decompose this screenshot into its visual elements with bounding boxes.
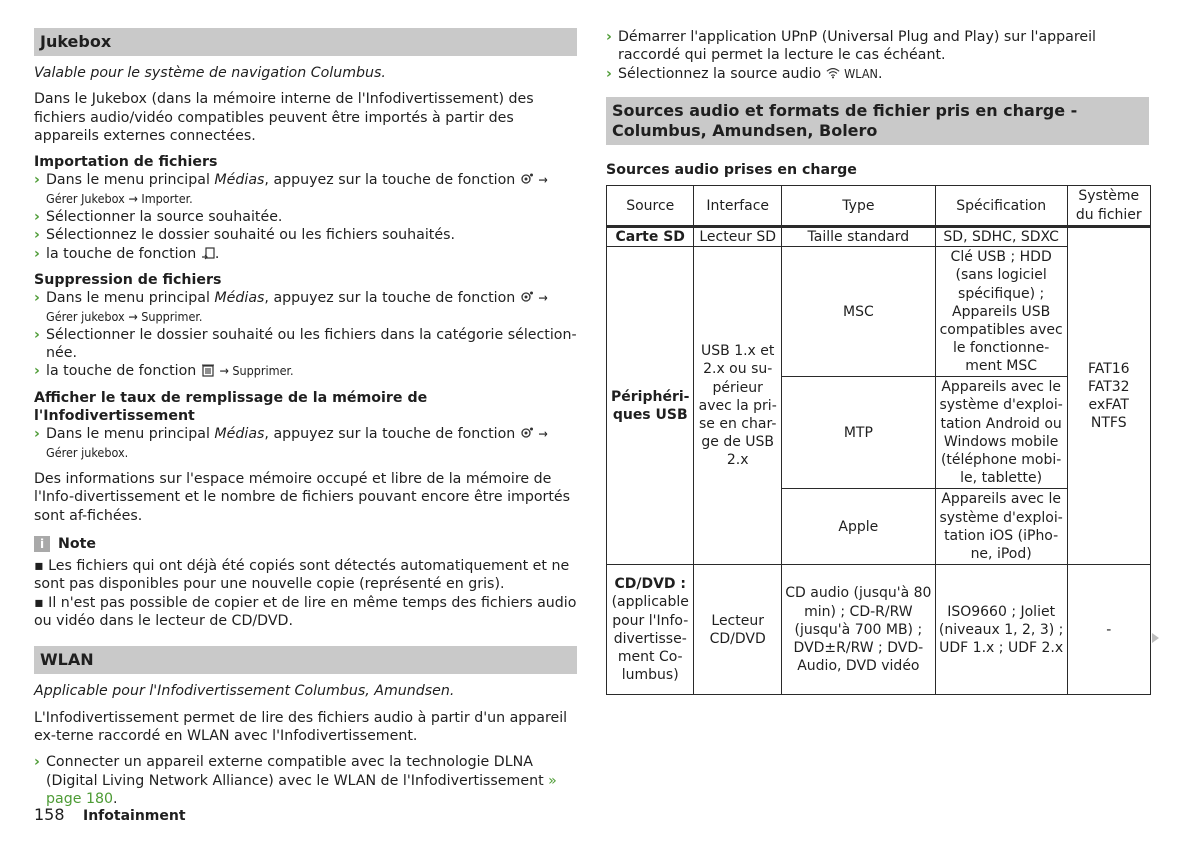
step-arrow-icon: › [606,65,612,82]
delete-step-3: › la touche de fonction → Supprimer. [34,363,294,380]
table-header-row [607,186,1151,227]
delete-step-2: › Sélectionner le dossier souhaité ou les fichiers dans la catégorie sélection-née. [34,326,577,362]
import-step-1: › Dans le menu principal Médias, appuyez sur la touche de fonction → Gérer Jukebox → Importer. [34,172,548,206]
table-row-cddvd [607,565,1151,695]
import-step-3: › Sélectionnez le dossier souhaité ou les fichiers souhaités. [34,227,455,244]
fill-title: Afficher le taux de remplissage de la mémoire de l'Infodivertissement [34,389,428,425]
jukebox-intro: Dans le Jukebox (dans la mémoire interne de l'Infodivertissement) des fichiers audio/vidéo compatibles peuvent être importés à partir des appareils externes connectées. [34,91,534,144]
step-arrow-icon: › [606,29,612,45]
settings-icon [520,290,534,304]
cell-spec: SD, SDHC, SDXC [935,227,1067,247]
step-arrow-icon: › [34,426,40,443]
cell-source: Carte SD [607,227,694,247]
cell-fs-cddvd: - [1067,565,1151,695]
table-row-sd [607,227,1151,247]
section-title-jukebox: Jukebox [34,28,577,56]
header-fs: Système du fichier [1067,186,1151,227]
cell-type-mtp: MTP [781,377,935,489]
cell-spec-apple: Appareils avec le système d'exploi-tation iOS (iPho-ne, iPod) [935,489,1067,565]
header-source: Source [607,186,694,227]
cell-spec-mtp: Appareils avec le système d'exploi-tation Android ou Windows mobile (téléphone mobi-le, tablette) [935,377,1067,489]
page-number: 158 [34,805,65,824]
page-footer [34,805,186,824]
import-icon [201,246,215,260]
import-title: Importation de fichiers [34,154,218,171]
step-arrow-icon: › [34,326,40,343]
cell-source-cddvd: CD/DVD : (applicable pour l'Info-divertisse-ment Co-lumbus) [607,565,694,695]
delete-title: Suppression de fichiers [34,271,222,288]
cell-spec-cddvd: ISO9660 ; Joliet (niveaux 1, 2, 3) ; UDF 1.x ; UDF 2.x [935,565,1067,695]
cell-type-cddvd: CD audio (jusqu'à 80 min) ; CD-R/RW (jusqu'à 700 MB) ; DVD±R/RW ; DVD-Audio, DVD vidéo [781,565,935,695]
table-title: Sources audio prises en charge [606,161,857,178]
wlan-step-1: › Connecter un appareil externe compatible avec la technologie DLNA (Digital Living Network Alliance) avec le WLAN de l'Infodivertissement » page 180. [34,754,557,807]
header-spec: Spécification [935,186,1067,227]
settings-icon [520,426,534,440]
cell-interface-cddvd: Lecteur CD/DVD [694,565,781,695]
right-column [606,28,1149,695]
wlan-step-2: › Démarrer l'application UPnP (Universal Plug and Play) sur l'appareil raccordé qui permet la lecture le cas échéant. [606,29,1096,64]
cell-interface: Lecteur SD [694,227,781,247]
page-link[interactable]: » page 180 [46,772,557,807]
cell-type-apple: Apple [781,489,935,565]
wlan-validity: Applicable pour l'Infodivertissement Columbus, Amundsen. [34,683,455,700]
note-header [34,535,577,553]
step-arrow-icon: › [34,227,40,244]
note-item-1: ▪ Les fichiers qui ont déjà été copiés sont détectés automatiquement et ne sont pas disponibles pour une nouvelle copie (représenté en gris). [34,558,570,593]
fill-step-1: › Dans le menu principal Médias, appuyez sur la touche de fonction → Gérer jukebox. [34,426,548,460]
cell-fs-usb: FAT16 FAT32 exFAT NTFS [1067,227,1151,565]
cell-interface-usb: USB 1.x et 2.x ou su-périeur avec la pri-se en char-ge de USB 2.x [694,247,781,565]
step-arrow-icon: › [34,290,40,307]
step-arrow-icon: › [34,209,40,226]
section-title-wlan: WLAN [34,646,577,674]
settings-icon [520,172,534,186]
cell-type: Taille standard [781,227,935,247]
delete-step-1: › Dans le menu principal Médias, appuyez sur la touche de fonction → Gérer jukebox → Supprimer. [34,290,548,324]
wlan-intro: L'Infodivertissement permet de lire des fichiers audio à partir d'un appareil ex-terne raccordé en WLAN avec l'Infodivertissement. [34,709,568,744]
wlan-step-3: › Sélectionnez la source audio WLAN. [606,65,883,82]
fill-info: Des informations sur l'espace mémoire occupé et libre de la mémoire de l'Info-divertissement et le nombre de fichiers pouvant encore être importés sont af-fichées. [34,470,571,524]
left-column [34,28,577,808]
section-title-sources: Sources audio et formats de fichier pris en charge - Columbus, Amundsen, Bolero [606,97,1149,145]
cell-type-msc: MSC [781,247,935,377]
import-step-4: › la touche de fonction . [34,245,220,262]
jukebox-validity: Valable pour le système de navigation Columbus. [34,65,386,81]
step-arrow-icon: › [34,754,40,771]
cell-spec-msc: Clé USB ; HDD (sans logiciel spécifique) ; Appareils USB compatibles avec le fonctionne-ment MSC [935,247,1067,377]
header-interface: Interface [694,186,781,227]
import-step-2: › Sélectionner la source souhaitée. [34,209,283,226]
step-arrow-icon: › [34,245,40,262]
info-icon: i [34,536,50,552]
sources-table [606,185,1151,695]
wifi-icon [826,66,840,80]
trash-icon [201,363,215,377]
header-type: Type [781,186,935,227]
cell-source-usb: Périphéri-ques USB [607,247,694,565]
note-title: Note [58,535,97,552]
chapter-name: Infotainment [83,808,186,824]
step-arrow-icon: › [34,363,40,380]
next-page-arrow-icon [1152,633,1159,643]
step-arrow-icon: › [34,172,40,189]
note-item-2: ▪ Il n'est pas possible de copier et de lire en même temps des fichiers audio ou vidéo dans le lecteur de CD/DVD. [34,594,577,630]
